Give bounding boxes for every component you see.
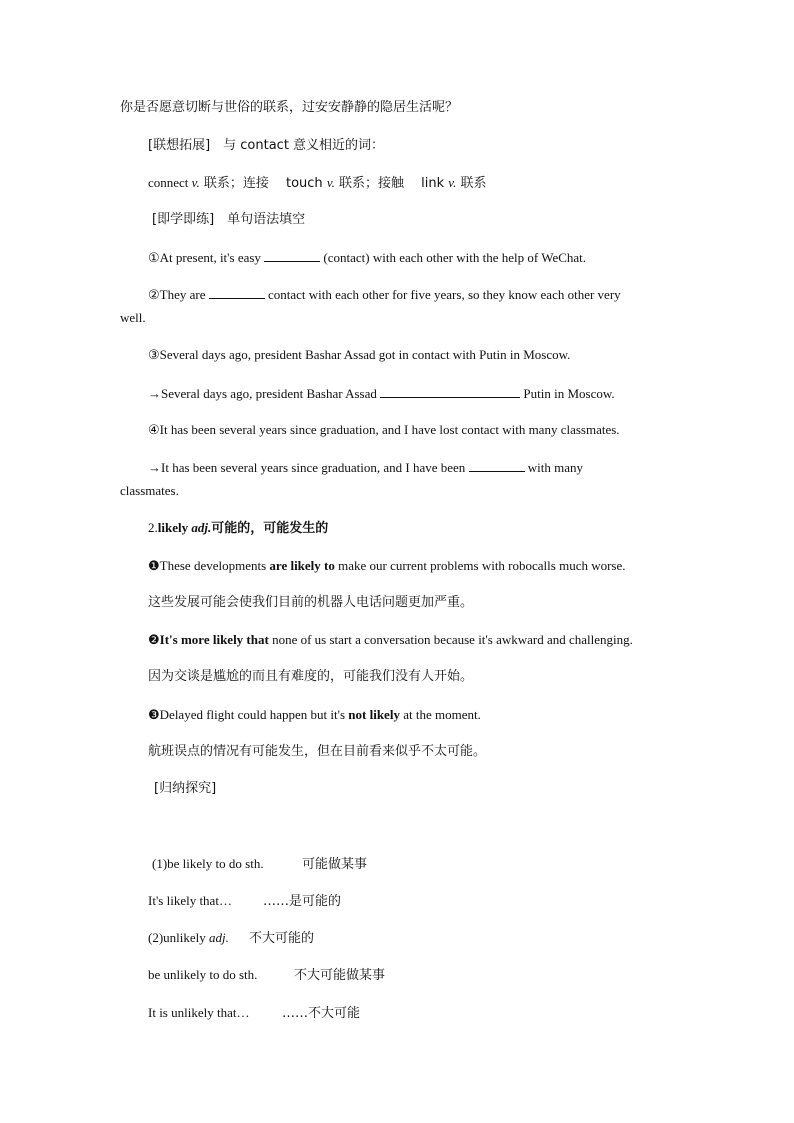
exercise-text: →Several days ago, president Bashar Assad: [148, 386, 381, 401]
exercise-3: ③Several days ago, president Bashar Assad got in contact with Putin in Moscow.: [148, 347, 571, 362]
summary-phrase: (1)be likely to do sth.: [152, 856, 264, 871]
synonym-connect: connect: [148, 175, 192, 190]
pos-label: v.: [191, 175, 200, 190]
exercise-2: [148, 286, 621, 303]
summary-phrase: It is unlikely that…: [148, 1005, 250, 1020]
example-text: These developments: [159, 558, 270, 573]
synonym-list: [148, 175, 486, 192]
summary-phrase: be unlikely to do sth.: [148, 967, 258, 982]
pos-label: v.: [448, 175, 457, 190]
summary-item-3: [148, 930, 314, 947]
exercise-text: contact with each other for five years, so they know each other very: [264, 287, 621, 302]
pos-label: adj.: [191, 520, 212, 535]
summary-meaning: ……不大可能: [282, 1006, 361, 1021]
pos-label: v.: [326, 175, 335, 190]
exercise-text: →It has been several years since graduation, and I have been: [148, 460, 469, 475]
heading-summary: [归纳探究]: [154, 781, 217, 796]
fill-blank[interactable]: [380, 385, 520, 398]
heading-practice: [即学即练] 单句语法填空: [152, 212, 306, 227]
example-1-translation: 这些发展可能会使我们目前的机器人电话问题更加严重。: [148, 595, 474, 610]
vocab-heading-likely: [148, 520, 328, 537]
fill-blank[interactable]: [209, 286, 265, 299]
summary-item-5: [148, 1005, 360, 1022]
example-marker: ❶: [148, 558, 160, 573]
example-marker: ❷: [148, 632, 160, 647]
heading-association: [联想拓展] 与 contact 意义相近的词：: [148, 138, 385, 153]
exercise-text: Putin in Moscow.: [520, 386, 615, 401]
example-marker: ❸: [148, 707, 160, 722]
synonym-meaning: 联系；接触 link: [334, 176, 449, 191]
synonym-meaning: 联系: [456, 176, 487, 191]
exercise-text: ②They are: [148, 287, 209, 302]
exercise-3-rewrite: [148, 385, 615, 402]
exercise-4-rewrite: [148, 459, 583, 476]
fill-blank[interactable]: [469, 459, 525, 472]
summary-meaning: ……是可能的: [263, 894, 342, 909]
summary-meaning: 不大可能做某事: [294, 968, 386, 983]
summary-item-2: [148, 893, 341, 910]
exercise-4: ④It has been several years since graduation, and I have lost contact with many classmates.: [148, 422, 620, 437]
fill-blank[interactable]: [264, 249, 320, 262]
example-text: make our current problems with robocalls much worse.: [334, 558, 626, 573]
example-highlight: are likely to: [269, 558, 335, 573]
summary-phrase: It's likely that…: [148, 893, 232, 908]
example-text: none of us start a conversation because it's awkward and challenging.: [268, 632, 633, 647]
pos-label: adj.: [209, 930, 229, 945]
exercise-2-cont: well.: [120, 310, 146, 325]
example-text: at the moment.: [399, 707, 481, 722]
exercise-text: with many: [524, 460, 584, 475]
example-1: [148, 558, 626, 574]
translation-line: 你是否愿意切断与世俗的联系，过安安静静的隐居生活呢？: [120, 100, 459, 115]
example-highlight: not likely: [348, 707, 400, 722]
summary-item-4: [148, 967, 385, 984]
example-2-translation: 因为交谈是尴尬的而且有难度的，可能我们没有人开始。: [148, 669, 474, 684]
summary-phrase: (2)unlikely: [148, 930, 210, 945]
summary-item-1: [152, 856, 367, 873]
exercise-1: [148, 249, 586, 266]
exercise-text: ①At present, it's easy: [148, 250, 265, 265]
exercise-text: (contact) with each other with the help of WeChat.: [320, 250, 587, 265]
example-2: [148, 632, 633, 648]
exercise-4-cont: classmates.: [120, 483, 179, 498]
vocab-meaning: 可能的，可能发生的: [211, 521, 329, 536]
example-text: Delayed flight could happen but it's: [159, 707, 349, 722]
example-3: [148, 707, 481, 723]
synonym-meaning: 联系；连接 touch: [199, 176, 327, 191]
vocab-word: likely: [157, 520, 192, 535]
example-highlight: It's more likely that: [159, 632, 269, 647]
summary-meaning: 可能做某事: [302, 857, 368, 872]
example-3-translation: 航班误点的情况有可能发生，但在目前看来似乎不太可能。: [148, 744, 487, 759]
summary-meaning: 不大可能的: [249, 931, 315, 946]
vocab-number: 2.: [148, 520, 158, 535]
